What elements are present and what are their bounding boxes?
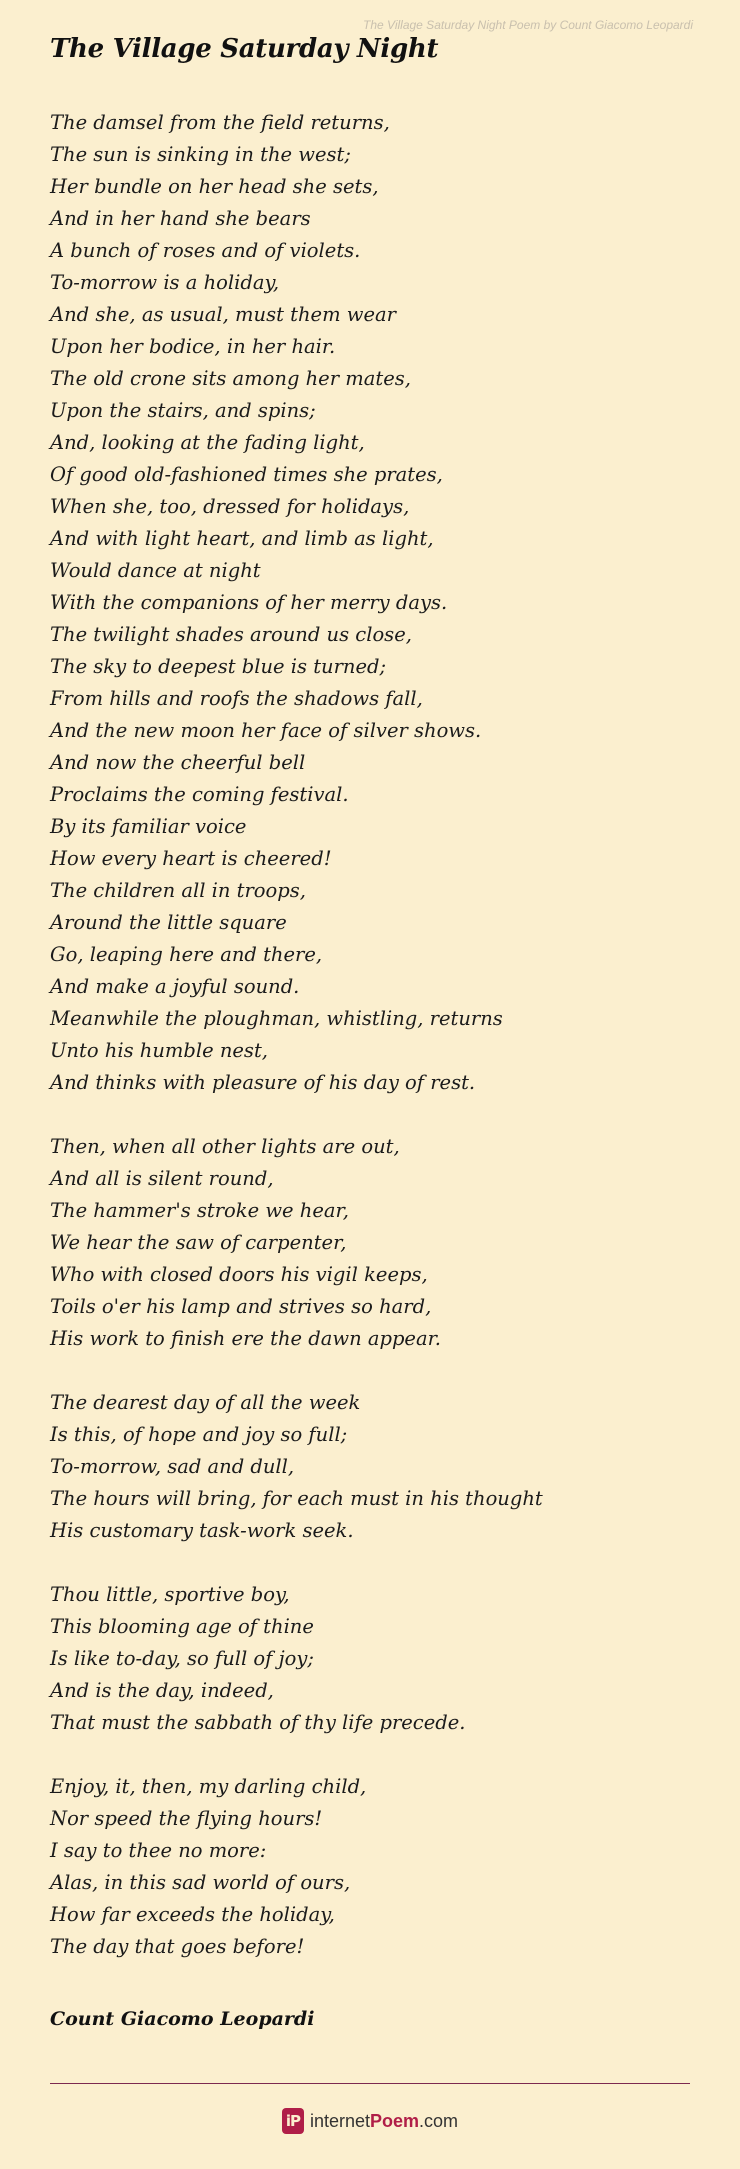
- poem-line: When she, too, dressed for holidays,: [50, 495, 410, 518]
- logo-prefix: internet: [309, 2110, 370, 2131]
- page-header-title: The Village Saturday Night Poem by Count Giacomo Leopardi: [363, 18, 693, 32]
- poem-line: The dearest day of all the week: [50, 1391, 361, 1414]
- poem-line: Upon the stairs, and spins;: [50, 399, 316, 422]
- poem-line: The hours will bring, for each must in his thought: [50, 1487, 543, 1510]
- poem-line: And now the cheerful bell: [50, 751, 306, 774]
- poem-line: With the companions of her merry days.: [50, 591, 448, 614]
- poem-line: And with light heart, and limb as light,: [50, 527, 434, 550]
- poem-line: And make a joyful sound.: [50, 975, 300, 998]
- poem-line: And thinks with pleasure of his day of rest.: [50, 1071, 476, 1094]
- poem-line: Unto his humble nest,: [50, 1039, 268, 1062]
- logo-brand: Poem: [370, 2110, 420, 2131]
- poem-line: Go, leaping here and there,: [50, 943, 323, 966]
- logo-mark: iP: [285, 2112, 301, 2130]
- poem-author: Count Giacomo Leopardi: [50, 2008, 315, 2030]
- poem-line: Alas, in this sad world of ours,: [50, 1871, 351, 1894]
- poem-line: To-morrow is a holiday,: [50, 271, 280, 294]
- poem-line: The twilight shades around us close,: [50, 623, 412, 646]
- poem-line: And all is silent round,: [50, 1167, 274, 1190]
- footer-divider: [50, 2083, 690, 2084]
- poem-line: His work to finish ere the dawn appear.: [50, 1327, 441, 1350]
- poem-line: Is like to-day, so full of joy;: [50, 1647, 314, 1670]
- internetpoem-logo-icon: [282, 2108, 304, 2134]
- poem-line: And in her hand she bears: [50, 207, 311, 230]
- poem-line: I say to thee no more:: [50, 1839, 267, 1862]
- poem-line: By its familiar voice: [50, 815, 247, 838]
- poem-line: And is the day, indeed,: [50, 1679, 274, 1702]
- poem-line: Of good old-fashioned times she prates,: [50, 463, 443, 486]
- poem-stanza: [50, 1387, 710, 1547]
- poem-line: The old crone sits among her mates,: [50, 367, 411, 390]
- poem-line: And she, as usual, must them wear: [50, 303, 396, 326]
- poem-line: Then, when all other lights are out,: [50, 1135, 400, 1158]
- poem-line: Meanwhile the ploughman, whistling, returns: [50, 1007, 503, 1030]
- poem-stanza: [50, 1771, 710, 1963]
- poem-line: Enjoy, it, then, my darling child,: [50, 1775, 367, 1798]
- poem-line: From hills and roofs the shadows fall,: [50, 687, 423, 710]
- poem-line: The damsel from the field returns,: [50, 111, 390, 134]
- poem-line: Around the little square: [50, 911, 287, 934]
- poem-stanza: [50, 107, 710, 1099]
- poem-line: How every heart is cheered!: [50, 847, 332, 870]
- poem-line: That must the sabbath of thy life precede.: [50, 1711, 466, 1734]
- poem-line: A bunch of roses and of violets.: [50, 239, 361, 262]
- poem-line: How far exceeds the holiday,: [50, 1903, 335, 1926]
- poem-line: Would dance at night: [50, 559, 261, 582]
- poem-line: The day that goes before!: [50, 1935, 305, 1958]
- poem-line: This blooming age of thine: [50, 1615, 314, 1638]
- poem-line: Nor speed the flying hours!: [50, 1807, 323, 1830]
- poem-title: The Village Saturday Night: [50, 34, 439, 64]
- poem-line: Who with closed doors his vigil keeps,: [50, 1263, 428, 1286]
- site-logo-link[interactable]: [0, 2106, 740, 2136]
- poem-line: Her bundle on her head she sets,: [50, 175, 379, 198]
- poem-line: The sun is sinking in the west;: [50, 143, 351, 166]
- poem-line: And the new moon her face of silver shows.: [50, 719, 482, 742]
- poem-line: Toils o'er his lamp and strives so hard,: [50, 1295, 432, 1318]
- poem-line: His customary task-work seek.: [50, 1519, 354, 1542]
- poem-line: The children all in troops,: [50, 879, 306, 902]
- poem-line: The sky to deepest blue is turned;: [50, 655, 387, 678]
- poem-body: [50, 107, 710, 1995]
- poem-line: Proclaims the coming festival.: [50, 783, 349, 806]
- poem-line: Upon her bodice, in her hair.: [50, 335, 336, 358]
- site-logo-text: [310, 2111, 458, 2132]
- poem-line: To-morrow, sad and dull,: [50, 1455, 295, 1478]
- poem-line: Is this, of hope and joy so full;: [50, 1423, 348, 1446]
- poem-stanza: [50, 1131, 710, 1355]
- poem-line: Thou little, sportive boy,: [50, 1583, 290, 1606]
- poem-line: The hammer's stroke we hear,: [50, 1199, 349, 1222]
- logo-suffix: .com: [419, 2110, 459, 2131]
- poem-line: And, looking at the fading light,: [50, 431, 365, 454]
- poem-stanza: [50, 1579, 710, 1739]
- poem-line: We hear the saw of carpenter,: [50, 1231, 347, 1254]
